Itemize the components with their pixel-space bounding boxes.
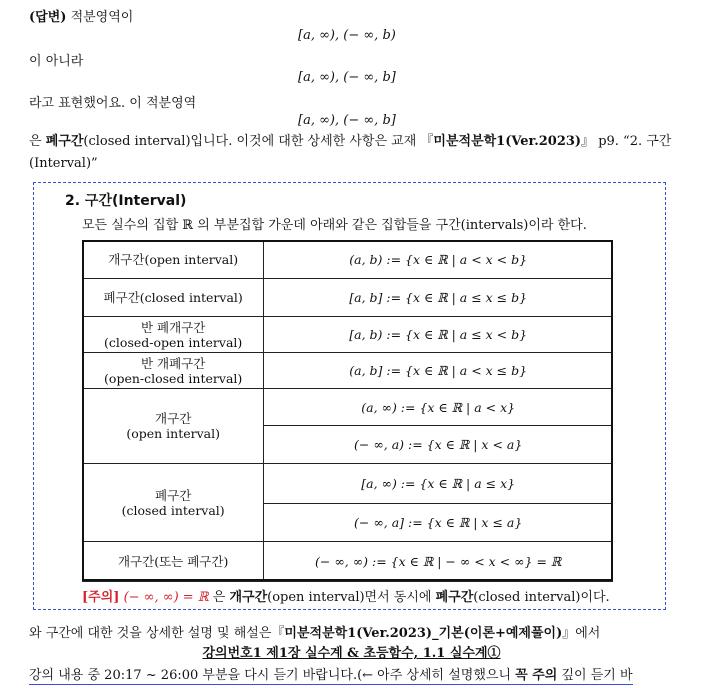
interval-row-2: [a, ∞), (− ∞, b]	[298, 70, 396, 85]
caution-note	[82, 586, 610, 605]
open-closed-def: (a, b] := {x ∈ ℝ | a < x ≤ b}	[264, 353, 613, 389]
table-row	[83, 353, 613, 389]
para4-post: 』 p9. “2. 구간(Interval)”	[29, 134, 672, 171]
open-closed-name	[83, 353, 264, 389]
open-infinite-name-en: (open interval)	[126, 426, 220, 441]
closed-name: 폐구간(closed interval)	[83, 279, 264, 317]
last-post: 깊이 듣기 바	[557, 668, 633, 683]
closed-open-def: [a, b) := {x ∈ ℝ | a ≤ x < b}	[264, 317, 613, 353]
closed-open-name	[83, 317, 264, 353]
caution-tag: [주의]	[82, 590, 120, 605]
table-row	[83, 317, 613, 353]
interval-row-3: [a, ∞), (− ∞, b]	[298, 113, 396, 128]
para4-pre: 은	[29, 134, 46, 149]
paragraph-5	[29, 622, 600, 641]
closed-infinite-def-1: [a, ∞) := {x ∈ ℝ | a ≤ x}	[264, 464, 613, 504]
interval-table	[82, 240, 613, 582]
last-bold: 꼭 주의	[515, 668, 558, 683]
answer-line1: 적분영역이	[70, 10, 134, 25]
open-infinite-def-2: (− ∞, a) := {x ∈ ℝ | x < a}	[264, 426, 613, 464]
caution-mid: (open interval)면서 동시에	[267, 590, 436, 605]
closed-open-name-en: (closed-open interval)	[104, 334, 243, 350]
caution-bold-closed: 폐구간	[435, 590, 474, 605]
closed-infinite-name-en: (closed interval)	[121, 502, 225, 518]
table-row	[83, 389, 613, 426]
open-closed-name-ko: 반 개폐구간	[140, 355, 206, 371]
section-title: 2. 구간(Interval)	[65, 193, 187, 209]
closed-infinite-name	[83, 464, 264, 542]
open-name: 개구간(open interval)	[83, 241, 264, 279]
closed-def: [a, b] := {x ∈ ℝ | a ≤ x ≤ b}	[264, 279, 613, 317]
table-row	[83, 542, 613, 582]
para4-mid: (closed interval)입니다. 이것에 대한 상세한 사항은 교재 『	[83, 134, 434, 149]
closed-infinite-def-2: (− ∞, a] := {x ∈ ℝ | x ≤ a}	[264, 504, 613, 542]
table-row	[83, 279, 613, 317]
caution-post: (closed interval)이다.	[473, 590, 610, 605]
open-infinite-def-1: (a, ∞) := {x ∈ ℝ | a < x}	[264, 389, 613, 426]
answer-label: (답변)	[29, 10, 67, 25]
last-line	[29, 664, 633, 685]
line-3: 라고 표현했어요. 이 적분영역	[29, 96, 197, 111]
table-row	[83, 241, 613, 279]
open-infinite-name	[83, 389, 264, 464]
section-intro: 모든 실수의 집합 ℝ 의 부분집합 가운데 아래와 같은 집합들을 구간(intervals)이라 한다.	[82, 218, 587, 233]
para5-post: 』에서	[562, 626, 601, 641]
para4-bold-closed: 폐구간	[45, 134, 84, 149]
open-infinite-name-ko: 개구간	[155, 411, 192, 426]
caution-pre: 은	[208, 590, 230, 605]
open-closed-name-en: (open-closed interval)	[104, 370, 243, 386]
closed-infinite-name-ko: 폐구간	[155, 487, 192, 503]
paragraph-4	[29, 131, 673, 175]
table-row	[83, 464, 613, 504]
closed-open-name-ko: 반 폐개구간	[140, 319, 206, 335]
last-pre: 강의 내용 중 20:17 ~ 26:00 부분을 다시 듣기 바랍니다.(← 아주 상세히 설명했으니	[29, 668, 516, 683]
open-def: (a, b) := {x ∈ ℝ | a < x < b}	[264, 241, 613, 279]
real-line-name: 개구간(또는 폐구간)	[83, 542, 264, 582]
answer-intro	[29, 6, 133, 25]
lecture-reference: 강의번호1 제1장 실수계 & 초등함수, 1.1 실수계①	[202, 646, 501, 661]
caution-symbol: (− ∞, ∞) = ℝ	[123, 590, 209, 605]
real-line-def: (− ∞, ∞) := {x ∈ ℝ | − ∞ < x < ∞} = ℝ	[264, 542, 613, 582]
interval-row-1: [a, ∞), (− ∞, b)	[298, 28, 396, 43]
para4-bold-book: 미분적분학1(Ver.2023)	[433, 134, 582, 149]
para5-pre: 와 구간에 대한 것을 상세한 설명 및 해설은『	[29, 626, 285, 641]
line-2: 이 아니라	[29, 54, 84, 69]
caution-bold-open: 개구간	[229, 590, 268, 605]
para5-bold: 미분적분학1(Ver.2023)_기본(이론+예제풀이)	[284, 626, 563, 641]
